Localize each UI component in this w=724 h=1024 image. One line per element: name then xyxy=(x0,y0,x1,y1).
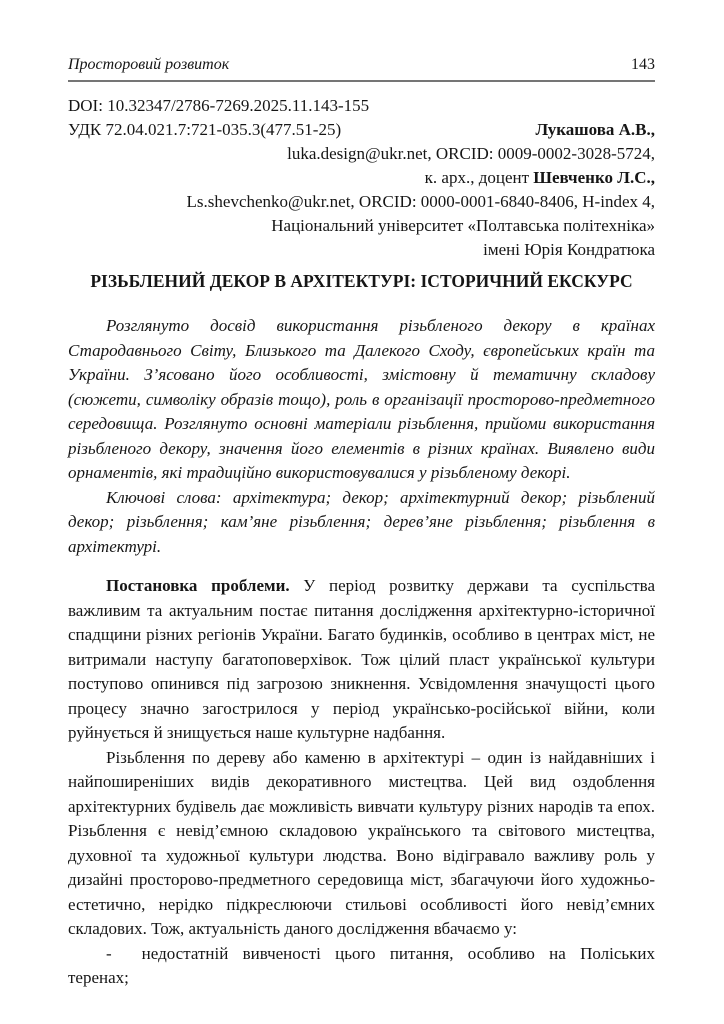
author-2-contact: Ls.shevchenko@ukr.net, ORCID: 0000-0001-6840-8406, H-index 4, xyxy=(186,192,655,211)
author-1-name: Лукашова А.В., xyxy=(535,120,655,139)
article-meta xyxy=(68,94,655,262)
paragraph-2: Різьблення по дереву або каменю в архітектурі – один із найдавніших і найпоширеніших видів декоративного мистецтва. Цей вид оздоблення архітектурних будівель дає можливість вивчати культуру різних народів та епох. Різьблення є невід’ємною складовою українського та світового мистецтва, духовної та художньої культури людства. Воно відігравало важливу роль у дизайні просторово-предметного середовища міст, збагачуючи його художньо-естетично, нерідко підкреслюючи стильові особливості його невід’ємних складових. Тож, актуальність даного дослідження вбачаємо у: xyxy=(68,747,655,938)
journal-title: Просторовий розвиток xyxy=(68,56,230,73)
list-item-marker: - xyxy=(106,943,112,963)
article-title: РІЗЬБЛЕНИЙ ДЕКОР В АРХІТЕКТУРІ: ІСТОРИЧНИЙ ЕКСКУРС xyxy=(90,271,633,291)
affiliation-line-2: імені Юрія Кондратюка xyxy=(483,240,655,259)
doi-line: DOI: 10.32347/2786-7269.2025.11.143-155 xyxy=(68,96,370,115)
author-2-name: Шевченко Л.С., xyxy=(533,168,655,187)
author-1-contact: luka.design@ukr.net, ORCID: 0009-0002-3028-5724, xyxy=(287,144,655,163)
keywords-text: архітектура; декор; архітектурний декор; різьблений декор; різьблення; кам’яне різьблення; дерев’яне різьблення; різьблення в архітектурі. xyxy=(68,487,655,556)
keywords-paragraph xyxy=(68,486,655,560)
paragraph-1-text: У період розвитку держави та суспільства важливим та актуальним постає питання дослідження архітектурно-історичної спадщини різних регіонів України. Багато будинків, особливо в центрах міст, не витримали наступу багатоповерхівок. Тож цілий пласт української культури поступово опинився під загрозою зникнення. Усвідомлення значущості цього процесу значно загострилося у період українсько-російської війни, коли руйнується й знищується наше культурне надбання. xyxy=(68,576,656,742)
udk-author-row xyxy=(68,118,655,142)
list-item-text: недостатній вивченості цього питання, особливо на Поліських теренах; xyxy=(68,943,655,987)
keywords-label: Ключові слова: xyxy=(106,487,222,507)
list-item xyxy=(68,942,655,991)
udk-code: УДК 72.04.021.7:721-035.3(477.51-25) xyxy=(68,120,342,139)
paragraph-problem-statement xyxy=(68,574,655,746)
author-2-degree: к. арх., доцент xyxy=(424,168,534,187)
page-number: 143 xyxy=(631,56,655,73)
author-2-line xyxy=(68,166,655,190)
header-rule xyxy=(68,80,655,82)
affiliation-line-1: Національний університет «Полтавська політехніка» xyxy=(271,216,655,235)
abstract-paragraph: Розглянуто досвід використання різьбленого декору в країнах Стародавнього Світу, Близького та Далекого Сходу, європейських країн та України. З’ясовано його особливості, змістовну й тематичну складову (сюжети, символіку образів тощо), роль в організації просторово-предметного середовища. Розглянуто основні матеріали різьблення, прийоми використання різьбленого декору, значення його елементів в різних країнах. Виявлено види орнаментів, які традиційно використовувалися у різьбленому декорі. xyxy=(68,316,655,482)
section-heading: Постановка проблеми. xyxy=(106,576,290,595)
running-header xyxy=(68,55,655,75)
